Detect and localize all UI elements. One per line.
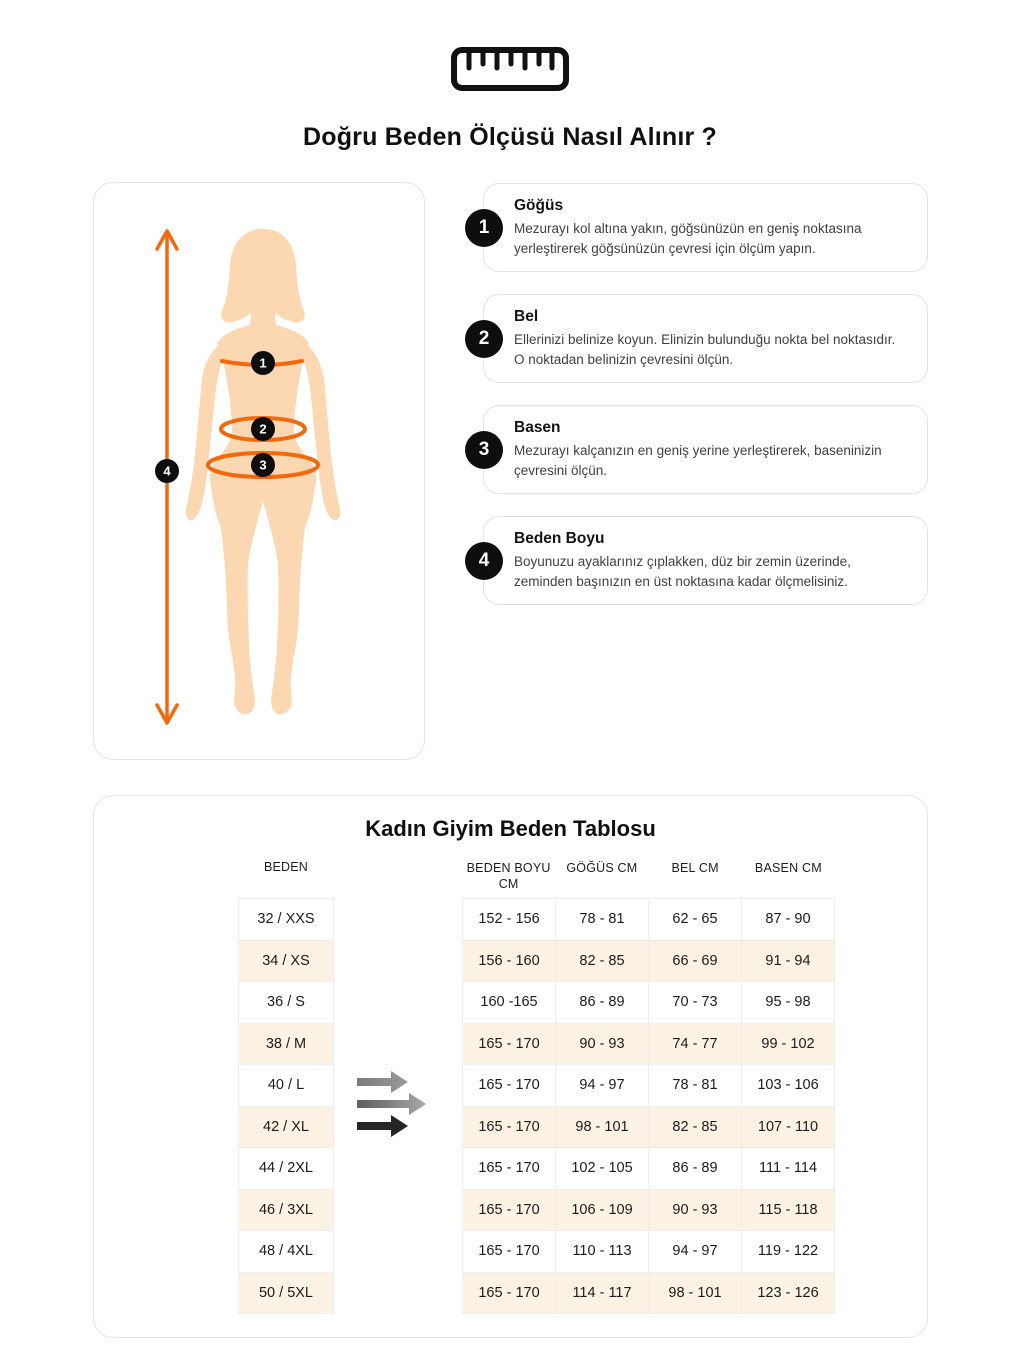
number-badge: 2 — [465, 320, 503, 358]
measure-cell: 90 - 93 — [649, 1190, 742, 1232]
size-cell: 46 / 3XL — [239, 1190, 333, 1232]
measure-cell: 114 - 117 — [556, 1273, 649, 1315]
measure-column-header: BEDEN BOYU CM — [466, 861, 551, 892]
body-figure-panel — [93, 182, 425, 760]
measure-cell: 165 - 170 — [463, 1273, 556, 1315]
measure-cell: 165 - 170 — [463, 1231, 556, 1273]
measure-cell: 98 - 101 — [649, 1273, 742, 1315]
size-table-card — [93, 795, 928, 1338]
instruction-text: Mezurayı kol altına yakın, göğsünüzün en geniş noktasına yerleştirerek göğsünüzün çevresi için ölçüm yapın. — [514, 220, 862, 256]
measure-cell: 156 - 160 — [463, 941, 556, 983]
measure-cell: 123 - 126 — [742, 1273, 835, 1315]
size-cell: 48 / 4XL — [239, 1231, 333, 1273]
measure-cell: 66 - 69 — [649, 941, 742, 983]
size-arrows-icon — [353, 1067, 445, 1141]
size-cell: 44 / 2XL — [239, 1148, 333, 1190]
arrow-icon-bottom — [357, 1115, 408, 1137]
size-cell: 34 / XS — [239, 941, 333, 983]
measure-cell: 87 - 90 — [742, 899, 835, 941]
measure-cell: 91 - 94 — [742, 941, 835, 983]
measure-cell: 94 - 97 — [649, 1231, 742, 1273]
number-badge: 4 — [465, 542, 503, 580]
size-cell: 50 / 5XL — [239, 1273, 333, 1315]
ruler-icon — [450, 46, 570, 97]
number-badge: 3 — [465, 431, 503, 469]
instruction-list — [478, 183, 928, 627]
instruction-text: Boyunuzu ayaklarınız çıplakken, düz bir zemin üzerinde, zeminden başınızın en üst noktasına kadar ölçmelisiniz. — [514, 553, 851, 589]
measure-cell: 111 - 114 — [742, 1148, 835, 1190]
measure-table — [462, 898, 835, 1314]
instruction-card-beden-boyu — [478, 516, 928, 605]
badge-1-label: 1 — [259, 355, 267, 371]
measure-cell: 160 -165 — [463, 982, 556, 1024]
instruction-card-gogus — [478, 183, 928, 272]
measure-column-header: GÖĞÜS CM — [566, 861, 638, 875]
size-cell: 32 / XXS — [239, 899, 333, 941]
number-badge: 1 — [465, 209, 503, 247]
measure-cell: 70 - 73 — [649, 982, 742, 1024]
measure-cell: 165 - 170 — [463, 1190, 556, 1232]
measure-column-header: BASEN CM — [754, 861, 822, 875]
arrow-icon-middle — [357, 1093, 426, 1115]
badge-4-label: 4 — [163, 463, 171, 479]
measure-cell: 119 - 122 — [742, 1231, 835, 1273]
badge-2-label: 2 — [259, 421, 267, 437]
instruction-card-bel — [478, 294, 928, 383]
size-cell: 42 / XL — [239, 1107, 333, 1149]
measure-cell: 165 - 170 — [463, 1065, 556, 1107]
instruction-card-basen — [478, 405, 928, 494]
page-title: Doğru Beden Ölçüsü Nasıl Alınır ? — [302, 123, 718, 151]
measure-cell: 110 - 113 — [556, 1231, 649, 1273]
measure-cell: 78 - 81 — [556, 899, 649, 941]
measure-cell: 78 - 81 — [649, 1065, 742, 1107]
size-column-header: BEDEN — [263, 860, 309, 874]
measure-cell: 165 - 170 — [463, 1107, 556, 1149]
measure-cell: 86 - 89 — [649, 1148, 742, 1190]
size-cell: 38 / M — [239, 1024, 333, 1066]
instruction-title: Göğüs — [514, 196, 564, 214]
measure-cell: 165 - 170 — [463, 1024, 556, 1066]
measure-cell: 102 - 105 — [556, 1148, 649, 1190]
measure-column-header: BEL CM — [671, 861, 719, 875]
measure-cell: 90 - 93 — [556, 1024, 649, 1066]
measure-cell: 99 - 102 — [742, 1024, 835, 1066]
instruction-title: Beden Boyu — [514, 529, 605, 547]
measure-cell: 95 - 98 — [742, 982, 835, 1024]
size-column — [238, 898, 334, 1314]
page-header — [0, 46, 1020, 152]
instruction-text: Ellerinizi belinize koyun. Elinizin bulunduğu nokta bel noktasıdır. O noktadan belinizin çevresini ölçün. — [514, 331, 896, 367]
size-cell: 40 / L — [239, 1065, 333, 1107]
measure-cell: 74 - 77 — [649, 1024, 742, 1066]
measure-cell: 86 - 89 — [556, 982, 649, 1024]
measure-cell: 152 - 156 — [463, 899, 556, 941]
instruction-title: Basen — [514, 418, 561, 436]
measure-cell: 107 - 110 — [742, 1107, 835, 1149]
measure-cell: 103 - 106 — [742, 1065, 835, 1107]
instruction-text: Mezurayı kalçanızın en geniş yerine yerleştirerek, baseninizin çevresini ölçün. — [514, 442, 882, 478]
arrow-icon-top — [357, 1071, 408, 1093]
measure-cell: 165 - 170 — [463, 1148, 556, 1190]
size-table-title: Kadın Giyim Beden Tablosu — [365, 816, 656, 841]
badge-3-label: 3 — [259, 457, 267, 473]
body-silhouette — [94, 183, 426, 761]
measure-column-headers — [462, 860, 835, 893]
measure-cell: 62 - 65 — [649, 899, 742, 941]
measure-cell: 82 - 85 — [649, 1107, 742, 1149]
instruction-title: Bel — [514, 307, 539, 325]
measure-cell: 94 - 97 — [556, 1065, 649, 1107]
measure-cell: 98 - 101 — [556, 1107, 649, 1149]
size-cell: 36 / S — [239, 982, 333, 1024]
measure-cell: 106 - 109 — [556, 1190, 649, 1232]
measure-cell: 115 - 118 — [742, 1190, 835, 1232]
measure-cell: 82 - 85 — [556, 941, 649, 983]
